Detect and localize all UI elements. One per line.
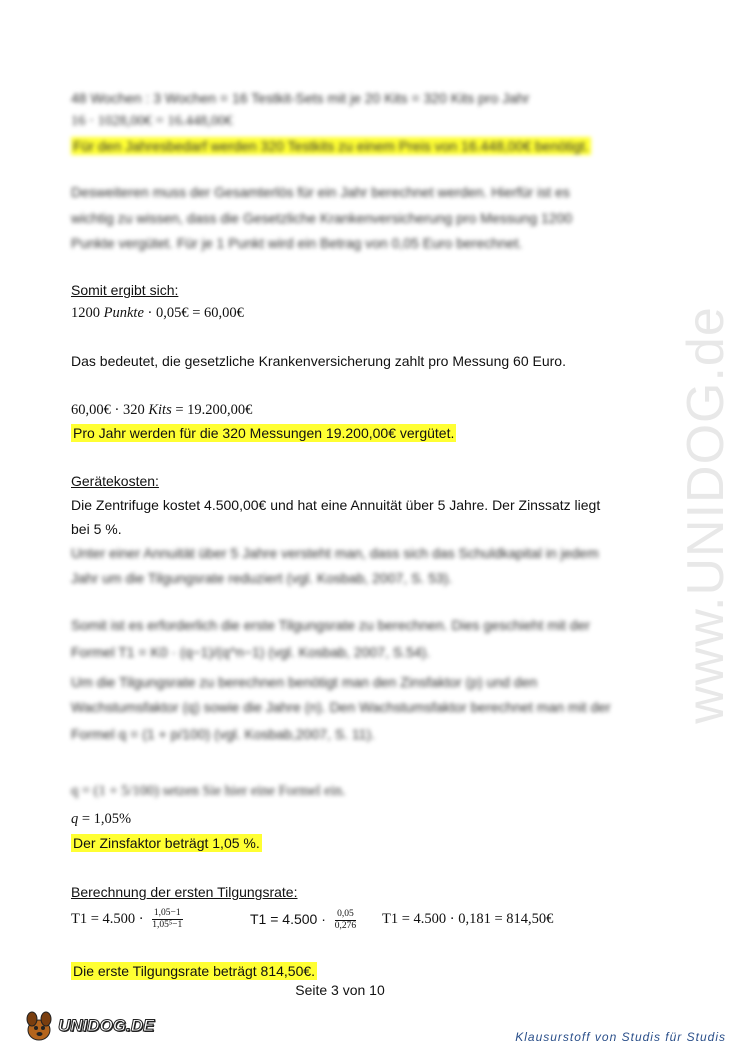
formula-t1-step2: T1 = 4.500 · $\frac{0,05}{0,276}$ (250, 908, 357, 931)
watermark: www.UNIDOG.de (677, 306, 735, 724)
section-heading-tilgungsrate: Berechnung der ersten Tilgungsrate: (71, 884, 298, 900)
blurred-line: Jahr um die Tilgungsrate reduziert (vgl. Kosbab, 2007, S. 53). (71, 570, 453, 586)
blurred-line: wichtig zu wissen, dass die Gesetzliche Krankenversicherung pro Messung 1200 (71, 210, 573, 226)
highlight-pro-jahr: Pro Jahr werden für die 320 Messungen 19.200,00€ vergütet. (73, 425, 455, 441)
formula-t1-step1 (71, 906, 187, 932)
highlight-zinsfaktor: Der Zinsfaktor beträgt 1,05 %. (73, 835, 260, 851)
blurred-line: Formel q = (1 + p/100) (vgl. Kosbab,2007, S. 11). (71, 726, 376, 742)
footer-tagline: Klausurstoff von Studis für Studis (515, 1030, 726, 1044)
paragraph-line: Die Zentrifuge kostet 4.500,00€ und hat eine Annuität über 5 Jahre. Der Zinssatz liegt (71, 497, 601, 513)
section-heading-somit: Somit ergibt sich: (71, 282, 179, 298)
blurred-formula: q = (1 + 5/100) setzen Sie hier eine Formel ein. (71, 783, 346, 799)
highlight-tilgungsrate: Die erste Tilgungsrate beträgt 814,50€. (73, 963, 316, 979)
blurred-formula: 16 · 1028,00€ = 16.448,00€ (71, 113, 233, 129)
fraction: $\frac{1,05-1}{\text{1,05⁵−1}}$ (152, 908, 183, 931)
blurred-line: Formel T1 = K0 · (q−1)/(q^n−1) (vgl. Kosbab, 2007, S.54). (71, 644, 431, 660)
blurred-line: Unter einer Annuität über 5 Jahre versteht man, dass sich das Schuldkapital in jedem (71, 545, 599, 561)
blurred-line: 48 Wochen : 3 Wochen = 16 Testkit-Sets mit je 20 Kits = 320 Kits pro Jahr (71, 90, 530, 106)
dog-icon (24, 1010, 54, 1042)
blurred-line: Somit ist es erforderlich die erste Tilgungsrate zu berechnen. Dies geschieht mit der (71, 617, 591, 633)
blurred-line: Wachstumsfaktor (q) sowie die Jahre (n). Den Wachstumsfaktor berechnet man mit der (71, 699, 611, 715)
formula-kits: 60,00€ · 320 Kits = 19.200,00€ (71, 402, 253, 418)
blurred-line: Desweiteren muss der Gesamterlös für ein Jahr berechnet werden. Hierfür ist es (71, 184, 570, 200)
paragraph-line: bei 5 %. (71, 521, 122, 537)
unidog-logo (24, 1010, 154, 1042)
blurred-line: Punkte vergütet. Für je 1 Punkt wird ein Betrag von 0,05 Euro berechnet. (71, 235, 523, 251)
sentence-krankenversicherung: Das bedeutet, die gesetzliche Krankenversicherung zahlt pro Messung 60 Euro. (71, 353, 566, 369)
blurred-highlight: Für den Jahresbedarf werden 320 Testkits zu einem Preis von 16.448,00€ benötigt. (73, 138, 589, 154)
formula-lhs: T1 = 4.500 · (71, 911, 148, 927)
formula-t1-step3: T1 = 4.500 · 0,181 = 814,50€ (382, 911, 554, 927)
logo-text: UNIDOG.DE (58, 1016, 155, 1035)
formula-punkte: 1200 Punkte · 0,05€ = 60,00€ (71, 305, 244, 321)
formula-q: q = 1,05% (71, 811, 132, 827)
page-number: Seite 3 von 10 (295, 982, 385, 998)
blurred-line: Um die Tilgungsrate zu berechnen benötigt man den Zinsfaktor (p) und den (71, 674, 538, 690)
section-heading-geraetekosten: Gerätekosten: (71, 473, 159, 489)
